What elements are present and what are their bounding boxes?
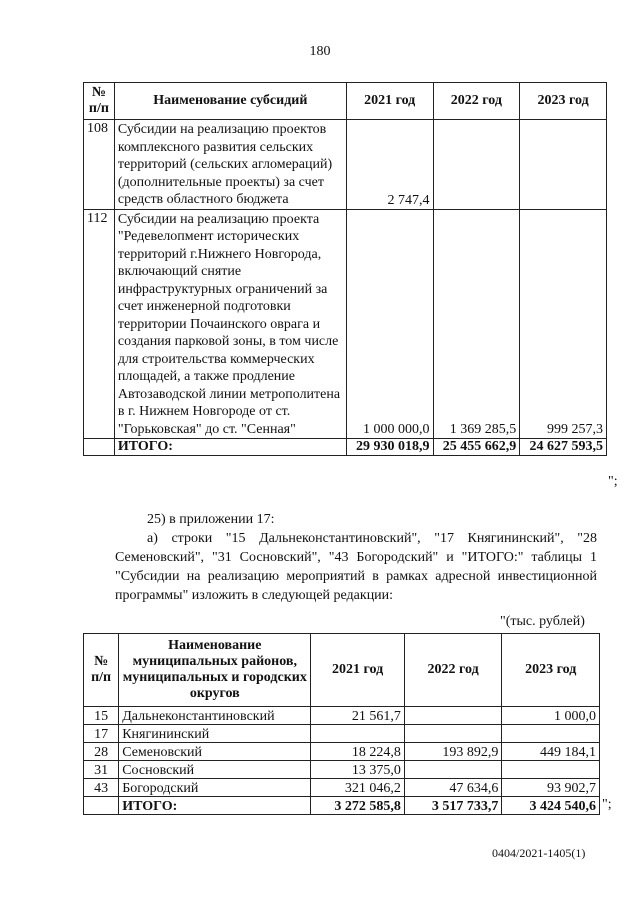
table-row <box>84 120 607 210</box>
value-2022 <box>404 707 502 725</box>
total-2023: 3 424 540,6 <box>502 797 600 815</box>
row-number: 17 <box>84 725 119 743</box>
table-row <box>84 725 600 743</box>
paragraph-text: 25) в приложении 17: <box>147 512 275 527</box>
row-number: 112 <box>84 209 115 439</box>
subsidies-table <box>83 82 607 456</box>
col-header-2022: 2022 год <box>404 634 502 707</box>
total-row <box>84 797 600 815</box>
row-number: 43 <box>84 779 119 797</box>
col-header-number: № п/п <box>84 634 119 707</box>
value-2021 <box>311 725 405 743</box>
col-header-2021: 2021 год <box>346 83 433 120</box>
col-header-name: Наименование муниципальных районов, муниципальных и городских округов <box>119 634 311 707</box>
value-2022: 1 369 285,5 <box>433 209 520 439</box>
table-row <box>84 209 607 439</box>
value-2023: 93 902,7 <box>502 779 600 797</box>
total-2022: 3 517 733,7 <box>404 797 502 815</box>
paragraph-item-a <box>115 529 597 605</box>
row-name: Семеновский <box>119 743 311 761</box>
col-header-2023: 2023 год <box>502 634 600 707</box>
col-header-name: Наименование субсидий <box>114 83 346 120</box>
total-2021: 3 272 585,8 <box>311 797 405 815</box>
row-name: Субсидии на реализацию проекта "Редевелопмент исторических территорий г.Нижнего Новгорода, включающий снятие инфраструктурных ограничений за счет инженерной подготовки территории Почаинского оврага и создания парковой зоны, в том числе для строительства коммерческих площадей, а также продление Автозаводской линии метрополитена в г. Нижнем Новгороде от ст. "Горьковская" до ст. "Сенная" <box>114 209 346 439</box>
row-number: 28 <box>84 743 119 761</box>
value-2021: 13 375,0 <box>311 761 405 779</box>
closing-quote-mark: "; <box>602 797 612 812</box>
row-number: 31 <box>84 761 119 779</box>
total-label: ИТОГО: <box>114 439 346 456</box>
table-row <box>84 779 600 797</box>
row-number: 108 <box>84 120 115 210</box>
total-number-cell <box>84 797 119 815</box>
value-2023 <box>502 761 600 779</box>
total-label: ИТОГО: <box>119 797 311 815</box>
col-header-2021: 2021 год <box>311 634 405 707</box>
value-2021: 18 224,8 <box>311 743 405 761</box>
paragraph-item-25 <box>115 510 597 529</box>
value-2022 <box>433 120 520 210</box>
value-2022 <box>404 761 502 779</box>
value-2022 <box>404 725 502 743</box>
total-2023: 24 627 593,5 <box>520 439 607 456</box>
value-2023: 1 000,0 <box>502 707 600 725</box>
paragraph-text: а) строки "15 Дальнеконстантиновский", "17 Княгининский", "28 Семеновский", "31 Сосновский", "43 Богородский" и "ИТОГО:" таблицы 1 "Субсидии на реализацию мероприятий в рамках адресной инвестиционной программы" изложить в следующей редакции: <box>115 531 597 603</box>
total-2021: 29 930 018,9 <box>346 439 433 456</box>
value-2022: 193 892,9 <box>404 743 502 761</box>
value-2021: 21 561,7 <box>311 707 405 725</box>
row-name: Княгининский <box>119 725 311 743</box>
table-header-row <box>84 83 607 120</box>
value-2021: 2 747,4 <box>346 120 433 210</box>
total-number-cell <box>84 439 115 456</box>
document-code: 0404/2021-1405(1) <box>492 846 586 860</box>
table-header-row <box>84 634 600 707</box>
page-number: 180 <box>309 44 331 59</box>
table-row <box>84 743 600 761</box>
closing-quote-mark: "; <box>608 474 618 489</box>
value-2023 <box>520 120 607 210</box>
total-row <box>84 439 607 456</box>
value-2023: 999 257,3 <box>520 209 607 439</box>
value-2022: 47 634,6 <box>404 779 502 797</box>
col-header-2022: 2022 год <box>433 83 520 120</box>
total-2022: 25 455 662,9 <box>433 439 520 456</box>
row-name: Сосновский <box>119 761 311 779</box>
value-2023: 449 184,1 <box>502 743 600 761</box>
value-2021: 1 000 000,0 <box>346 209 433 439</box>
table-row <box>84 707 600 725</box>
row-name: Субсидии на реализацию проектов комплексного развития сельских территорий (сельских агломераций) (дополнительные проекты) за счет средств областного бюджета <box>114 120 346 210</box>
districts-table <box>83 633 600 815</box>
value-2023 <box>502 725 600 743</box>
table-row <box>84 761 600 779</box>
row-name: Дальнеконстантиновский <box>119 707 311 725</box>
row-number: 15 <box>84 707 119 725</box>
col-header-2023: 2023 год <box>520 83 607 120</box>
unit-note: "(тыс. рублей) <box>500 614 585 629</box>
row-name: Богородский <box>119 779 311 797</box>
value-2021: 321 046,2 <box>311 779 405 797</box>
col-header-number: № п/п <box>84 83 115 120</box>
